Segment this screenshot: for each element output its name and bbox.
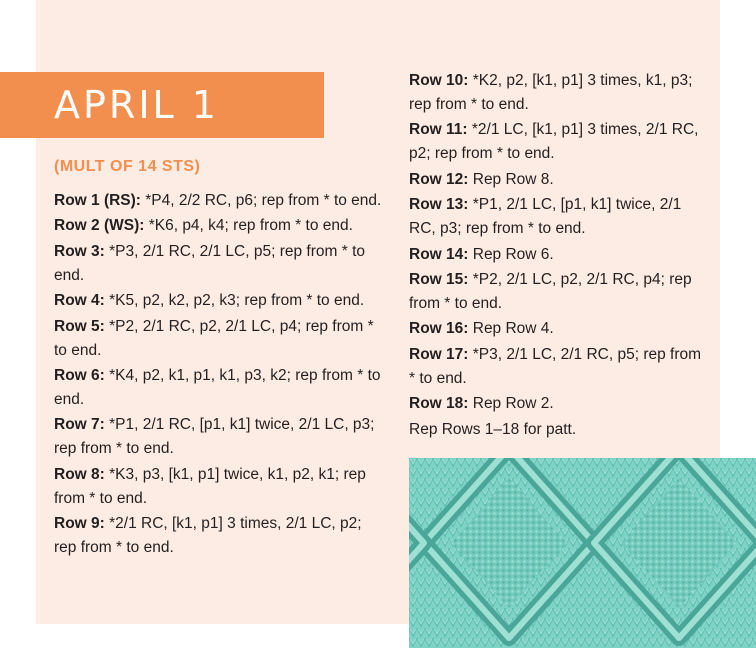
row-instruction: Row 6: *K4, p2, k1, p1, k1, p3, k2; rep from * to end. bbox=[54, 366, 381, 408]
row-instruction: Row 9: *2/1 RC, [k1, p1] 3 times, 2/1 LC, p2; rep from * to end. bbox=[54, 515, 362, 557]
pattern-title: APRIL 1 bbox=[54, 83, 219, 127]
row-instruction: Row 10: *K2, p2, [k1, p1] 3 times, k1, p3; rep from * to end. bbox=[409, 72, 693, 113]
swatch-illustration bbox=[409, 458, 756, 648]
row-instruction: Row 7: *P1, 2/1 RC, [p1, k1] twice, 2/1 LC, p3; rep from * to end. bbox=[54, 416, 375, 458]
row-instruction: Row 13: *P1, 2/1 LC, [p1, k1] twice, 2/1 RC, p3; rep from * to end. bbox=[409, 196, 682, 238]
knitted-swatch-photo bbox=[409, 458, 756, 648]
repeat-note: Rep Rows 1–18 for patt. bbox=[409, 420, 577, 438]
row-instruction: Row 2 (WS): *K6, p4, k4; rep from * to end. bbox=[54, 217, 353, 235]
row-instruction: Row 11: *2/1 LC, [k1, p1] 3 times, 2/1 RC, p2; rep from * to end. bbox=[409, 121, 699, 163]
row-instruction: Row 5: *P2, 2/1 RC, p2, 2/1 LC, p4; rep from * to end. bbox=[54, 317, 374, 359]
stitch-multiple-heading: (MULT OF 14 STS) bbox=[54, 158, 201, 175]
instructions-column-right bbox=[409, 69, 709, 443]
row-instruction: Row 14: Rep Row 6. bbox=[409, 245, 554, 263]
row-instruction: Row 16: Rep Row 4. bbox=[409, 320, 554, 338]
row-instruction: Row 1 (RS): *P4, 2/2 RC, p6; rep from * to end. bbox=[54, 192, 382, 209]
row-instruction: Row 17: *P3, 2/1 LC, 2/1 RC, p5; rep from * to end. bbox=[409, 345, 702, 387]
row-instruction: Row 12: Rep Row 8. bbox=[409, 170, 554, 188]
row-instruction: Row 18: Rep Row 2. bbox=[409, 395, 554, 413]
row-instruction: Row 4: *K5, p2, k2, p2, k3; rep from * to end. bbox=[54, 292, 365, 310]
instructions-column-left bbox=[54, 189, 384, 562]
row-instruction: Row 8: *K3, p3, [k1, p1] twice, k1, p2, k1; rep from * to end. bbox=[54, 465, 366, 507]
row-instruction: Row 3: *P3, 2/1 RC, 2/1 LC, p5; rep from * to end. bbox=[54, 242, 365, 284]
row-instruction: Row 15: *P2, 2/1 LC, p2, 2/1 RC, p4; rep from * to end. bbox=[409, 270, 692, 312]
